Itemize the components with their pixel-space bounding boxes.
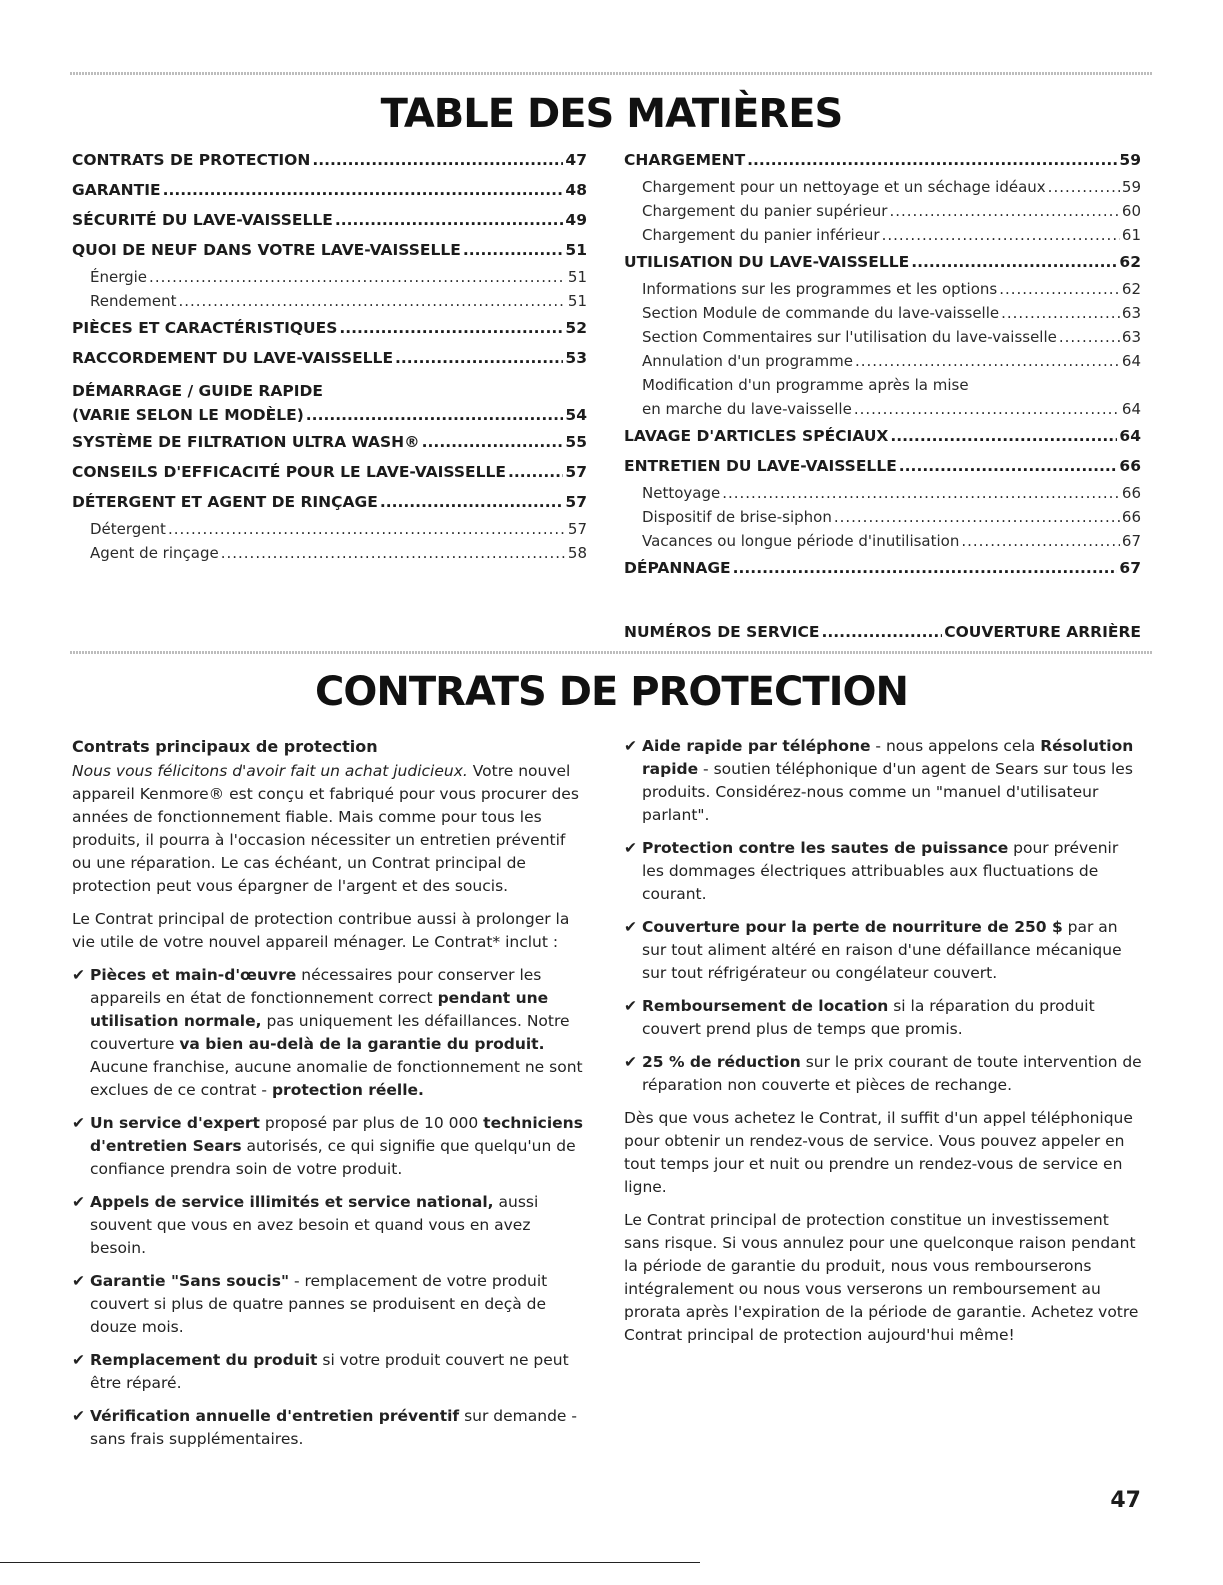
- toc-entry[interactable]: [624, 505, 1141, 529]
- toc-entry-page: 53: [565, 349, 587, 367]
- toc-entry[interactable]: [624, 175, 1141, 199]
- toc-entry[interactable]: [624, 223, 1141, 247]
- toc-entry-label: CONSEILS D'EFFICACITÉ POUR LE LAVE-VAISSELLE: [72, 463, 506, 481]
- benefit-item: [624, 735, 1144, 827]
- closing-paragraph-1: Dès que vous achetez le Contrat, il suffit d'un appel téléphonique pour obtenir un rendez-vous de service. Vous pouvez appeler en tout temps jour et nuit ou prendre un rendez-vous de service en ligne.: [624, 1109, 1133, 1196]
- toc-entry-label: Section Module de commande du lave-vaisselle: [642, 304, 1000, 322]
- leader-dots: [834, 505, 1120, 529]
- toc-entry-page: 62: [1121, 280, 1141, 298]
- toc-entry-page: 66: [1121, 484, 1141, 502]
- toc-entry-page: 67: [1121, 532, 1141, 550]
- toc-entry-page: 66: [1121, 508, 1141, 526]
- toc-entry-label: NUMÉROS DE SERVICE: [624, 623, 820, 641]
- toc-entry[interactable]: [72, 313, 587, 343]
- page-number: 47: [1110, 1488, 1141, 1513]
- toc-entry[interactable]: [624, 301, 1141, 325]
- benefit-text: sur demande - sans frais supplémentaires.: [90, 1407, 577, 1448]
- protection-right-column: [624, 735, 1144, 1357]
- benefit-text: - soutien téléphonique d'un agent de Sears sur tous les produits. Considérez-nous comme un "manuel d'utilisateur parlant".: [642, 760, 1133, 824]
- leader-dots: [168, 517, 566, 541]
- toc-entry[interactable]: [72, 403, 587, 427]
- toc-entry-page: 48: [565, 181, 587, 199]
- leader-dots: [380, 487, 564, 517]
- toc-entry-page: 63: [1121, 328, 1141, 346]
- toc-entry-label: SYSTÈME DE FILTRATION ULTRA WASH®: [72, 433, 420, 451]
- toc-entry-label: (VARIE SELON LE MODÈLE): [72, 406, 304, 424]
- checkmark-icon: ✔: [72, 966, 85, 984]
- leader-dots: [961, 529, 1120, 553]
- toc-entry-label: CONTRATS DE PROTECTION: [72, 151, 311, 169]
- checkmark-icon: ✔: [72, 1114, 85, 1132]
- leader-dots: [854, 397, 1120, 421]
- middle-divider: [70, 651, 1153, 654]
- intro-text: Votre nouvel appareil Kenmore® est conçu et fabriqué pour vous procurer des années de fonctionnement fiable. Mais comme pour tous les produits, il pourra à l'occasion nécessiter un entretien préventif ou une réparation. Le cas échéant, un Contrat principal de protection peut vous épargner de l'argent et des soucis.: [72, 762, 579, 895]
- toc-entry[interactable]: [624, 145, 1141, 175]
- toc-entry-label: en marche du lave-vaisselle: [642, 400, 852, 418]
- benefit-list-left: [72, 964, 588, 1451]
- toc-entry-page: 57: [567, 520, 587, 538]
- toc-entry-label: DÉTERGENT ET AGENT DE RINÇAGE: [72, 493, 378, 511]
- leader-dots: [221, 541, 566, 565]
- benefit-text: si votre produit couvert ne peut être réparé.: [90, 1351, 569, 1392]
- toc-entry-page: 51: [567, 292, 587, 310]
- leader-dots: [163, 175, 564, 205]
- toc-entry[interactable]: [624, 277, 1141, 301]
- protection-title: CONTRATS DE PROTECTION: [315, 669, 908, 715]
- benefit-highlight: Vérification annuelle d'entretien préventif: [90, 1407, 460, 1425]
- toc-entry-label: Nettoyage: [642, 484, 721, 502]
- checkmark-icon: ✔: [624, 839, 637, 857]
- benefit-item: [72, 1405, 588, 1451]
- toc-entry-label: ENTRETIEN DU LAVE-VAISSELLE: [624, 457, 897, 475]
- closing-paragraph-2: Le Contrat principal de protection constitue un investissement sans risque. Si vous annulez pour une quelconque raison pendant la période de garantie du produit, nous vous rembourserons intégralement ou nous vous verserons un remboursement au prorata après l'expiration de la période de garantie. Achetez votre Contrat principal de protection aujourd'hui même!: [624, 1211, 1139, 1344]
- bottom-rule: [0, 1562, 700, 1563]
- toc-entry-page: 55: [565, 433, 587, 451]
- toc-entry-label: UTILISATION DU LAVE-VAISSELLE: [624, 253, 910, 271]
- benefit-highlight: 25 % de réduction: [642, 1053, 801, 1071]
- toc-entry-label: Énergie: [90, 268, 148, 286]
- leader-dots: [882, 223, 1120, 247]
- toc-entry[interactable]: [624, 373, 1141, 397]
- leader-dots: [1048, 175, 1120, 199]
- toc-entry[interactable]: [72, 541, 587, 565]
- leader-dots: [890, 421, 1117, 451]
- checkmark-icon: ✔: [72, 1407, 85, 1425]
- leader-dots: [463, 235, 564, 265]
- toc-entry[interactable]: [624, 199, 1141, 223]
- benefit-text: pour prévenir les dommages électriques attribuables aux fluctuations de courant.: [642, 839, 1119, 903]
- benefit-text: par an sur tout aliment altéré en raison d'une défaillance mécanique sur tout réfrigérateur ou congélateur couvert.: [642, 918, 1122, 982]
- benefit-highlight: Couverture pour la perte de nourriture de 250 $: [642, 918, 1063, 936]
- toc-entry[interactable]: [72, 487, 587, 517]
- toc-entry[interactable]: [72, 517, 587, 541]
- toc-title: TABLE DES MATIÈRES: [380, 91, 843, 137]
- benefit-highlight: Remplacement du produit: [90, 1351, 318, 1369]
- toc-entry[interactable]: [624, 553, 1141, 583]
- toc-entry-label: LAVAGE D'ARTICLES SPÉCIAUX: [624, 427, 889, 445]
- toc-entry-label: Chargement du panier supérieur: [642, 202, 888, 220]
- benefit-item: [624, 837, 1144, 906]
- toc-entry-page: 67: [1119, 559, 1141, 577]
- toc-entry-label: QUOI DE NEUF DANS VOTRE LAVE-VAISSELLE: [72, 241, 461, 259]
- leader-dots: [733, 553, 1118, 583]
- benefit-highlight: Appels de service illimités et service national,: [90, 1193, 494, 1211]
- leader-dots: [395, 343, 563, 373]
- toc-entry-label: DÉMARRAGE / GUIDE RAPIDE: [72, 382, 323, 400]
- benefit-item: [72, 964, 588, 1102]
- benefit-highlight: Résolution rapide: [642, 737, 1134, 778]
- protection-left-column: [72, 735, 588, 1461]
- toc-entry[interactable]: [72, 145, 587, 175]
- toc-entry-page: 61: [1121, 226, 1141, 244]
- leader-dots: [999, 277, 1120, 301]
- benefit-text: autorisés, ce qui signifie que quelqu'un de confiance prendra soin de votre produit.: [90, 1137, 576, 1178]
- toc-entry[interactable]: [72, 265, 587, 289]
- intro-paragraph-2: Le Contrat principal de protection contribue aussi à prolonger la vie utile de votre nouvel appareil ménager. Le Contrat* inclut :: [72, 910, 570, 951]
- toc-entry-label: CHARGEMENT: [624, 151, 746, 169]
- toc-entry[interactable]: [624, 529, 1141, 553]
- toc-entry[interactable]: [624, 397, 1141, 421]
- benefit-item: [72, 1112, 588, 1181]
- toc-entry-page: 51: [565, 241, 587, 259]
- benefit-highlight: Garantie "Sans soucis": [90, 1272, 290, 1290]
- toc-entry-page: 58: [567, 544, 587, 562]
- benefit-item: [72, 1191, 588, 1260]
- leader-dots: [899, 451, 1118, 481]
- toc-entry-page: 54: [565, 406, 587, 424]
- toc-entry[interactable]: [72, 427, 587, 457]
- leader-dots: [911, 247, 1117, 277]
- leader-dots: [1059, 325, 1120, 349]
- toc-entry[interactable]: [624, 349, 1141, 373]
- toc-service-entry[interactable]: [624, 617, 1141, 647]
- toc-entry-page: 51: [567, 268, 587, 286]
- leader-dots: [722, 481, 1120, 505]
- checkmark-icon: ✔: [624, 737, 637, 755]
- checkmark-icon: ✔: [624, 997, 637, 1015]
- toc-entry-label: Section Commentaires sur l'utilisation du lave-vaisselle: [642, 328, 1057, 346]
- toc-entry-page: COUVERTURE ARRIÈRE: [944, 623, 1141, 641]
- leader-dots: [149, 265, 566, 289]
- toc-entry[interactable]: [624, 247, 1141, 277]
- leader-dots: [422, 427, 564, 457]
- toc-entry[interactable]: [624, 451, 1141, 481]
- leader-dots: [889, 199, 1119, 223]
- toc-entry-label: Vacances ou longue période d'inutilisation: [642, 532, 960, 550]
- benefit-highlight: pendant une utilisation normale,: [90, 989, 549, 1030]
- toc-entry[interactable]: [72, 457, 587, 487]
- toc-entry[interactable]: [72, 373, 587, 403]
- benefit-highlight: protection réelle.: [271, 1081, 424, 1099]
- benefit-item: [624, 995, 1144, 1041]
- toc-entry-page: 62: [1119, 253, 1141, 271]
- benefit-item: [624, 916, 1144, 985]
- toc-entry[interactable]: [72, 205, 587, 235]
- benefit-highlight: Remboursement de location: [642, 997, 889, 1015]
- leader-dots: [855, 349, 1120, 373]
- top-divider: [70, 72, 1153, 75]
- benefit-text: proposé par plus de 10 000: [259, 1114, 484, 1132]
- toc-entry-label: Agent de rinçage: [90, 544, 219, 562]
- checkmark-icon: ✔: [72, 1351, 85, 1369]
- leader-dots: [339, 313, 563, 343]
- toc-entry-page: 63: [1121, 304, 1141, 322]
- benefit-text: - remplacement de votre produit couvert si plus de quatre pannes se produisent en deçà de douze mois.: [90, 1272, 548, 1336]
- benefit-highlight: Aide rapide par téléphone: [642, 737, 871, 755]
- benefit-text: nécessaires pour conserver les appareils en état de fonctionnement correct: [90, 966, 542, 1007]
- toc-entry-label: Détergent: [90, 520, 166, 538]
- protection-heading: Contrats principaux de protection: [72, 737, 378, 756]
- leader-dots: [822, 617, 943, 647]
- benefit-item: [624, 1051, 1144, 1097]
- toc-entry[interactable]: [72, 289, 587, 313]
- toc-entry[interactable]: [624, 481, 1141, 505]
- checkmark-icon: ✔: [624, 918, 637, 936]
- benefit-text: aussi souvent que vous en avez besoin et quand vous en avez besoin.: [90, 1193, 539, 1257]
- checkmark-icon: ✔: [72, 1193, 85, 1211]
- toc-entry-page: 59: [1121, 178, 1141, 196]
- benefit-text: si la réparation du produit couvert prend plus de temps que promis.: [642, 997, 1095, 1038]
- leader-dots: [1001, 301, 1120, 325]
- toc-entry-label: Chargement pour un nettoyage et un séchage idéaux: [642, 178, 1046, 196]
- toc-entry-label: DÉPANNAGE: [624, 559, 731, 577]
- toc-left-column: [72, 145, 587, 565]
- toc-entry-page: 57: [565, 463, 587, 481]
- toc-entry-label: Chargement du panier inférieur: [642, 226, 880, 244]
- toc-entry-label: Informations sur les programmes et les options: [642, 280, 998, 298]
- leader-dots: [747, 145, 1117, 175]
- benefit-item: [72, 1270, 588, 1339]
- leader-dots: [312, 145, 563, 175]
- leader-dots: [335, 205, 564, 235]
- toc-entry-label: Dispositif de brise-siphon: [642, 508, 832, 526]
- benefit-highlight: Un service d'expert: [90, 1114, 260, 1132]
- toc-entry[interactable]: [624, 325, 1141, 349]
- benefit-text: pas uniquement les défaillances. Notre couverture: [90, 1012, 570, 1053]
- toc-entry-page: 60: [1121, 202, 1141, 220]
- toc-right-column: [624, 145, 1141, 583]
- benefit-highlight: Protection contre les sautes de puissance: [642, 839, 1009, 857]
- intro-italic: Nous vous félicitons d'avoir fait un achat judicieux.: [72, 762, 468, 780]
- toc-entry[interactable]: [72, 235, 587, 265]
- leader-dots: [508, 457, 563, 487]
- toc-entry-label: GARANTIE: [72, 181, 161, 199]
- toc-entry-page: 59: [1119, 151, 1141, 169]
- toc-entry-page: 64: [1121, 352, 1141, 370]
- toc-entry-label: Annulation d'un programme: [642, 352, 853, 370]
- benefit-text: Aucune franchise, aucune anomalie de fonctionnement ne sont exclues de ce contrat -: [90, 1058, 583, 1099]
- benefit-text: sur le prix courant de toute intervention de réparation non couverte et pièces de rechange.: [642, 1053, 1142, 1094]
- toc-entry-label: SÉCURITÉ DU LAVE-VAISSELLE: [72, 211, 333, 229]
- benefit-highlight: va bien au-delà de la garantie du produit.: [179, 1035, 545, 1053]
- toc-entry-label: RACCORDEMENT DU LAVE-VAISSELLE: [72, 349, 394, 367]
- checkmark-icon: ✔: [72, 1272, 85, 1290]
- benefit-text: - nous appelons cela: [870, 737, 1041, 755]
- benefit-item: [72, 1349, 588, 1395]
- toc-entry-page: 66: [1119, 457, 1141, 475]
- toc-entry[interactable]: [72, 175, 587, 205]
- toc-entry-label: Rendement: [90, 292, 177, 310]
- toc-entry-label: Modification d'un programme après la mise: [642, 376, 969, 394]
- checkmark-icon: ✔: [624, 1053, 637, 1071]
- toc-entry-page: 57: [565, 493, 587, 511]
- benefit-highlight: techniciens d'entretien Sears: [90, 1114, 583, 1155]
- toc-entry-page: 49: [565, 211, 587, 229]
- toc-entry-page: 64: [1121, 400, 1141, 418]
- intro-paragraph: [72, 760, 588, 898]
- toc-entry-page: 47: [565, 151, 587, 169]
- leader-dots: [306, 403, 564, 427]
- toc-entry-label: PIÈCES ET CARACTÉRISTIQUES: [72, 319, 338, 337]
- benefit-highlight: Pièces et main-d'œuvre: [90, 966, 297, 984]
- benefit-list-right: [624, 735, 1144, 1097]
- toc-entry-page: 52: [565, 319, 587, 337]
- toc-entry[interactable]: [72, 343, 587, 373]
- toc-entry[interactable]: [624, 421, 1141, 451]
- leader-dots: [178, 289, 565, 313]
- toc-entry-page: 64: [1119, 427, 1141, 445]
